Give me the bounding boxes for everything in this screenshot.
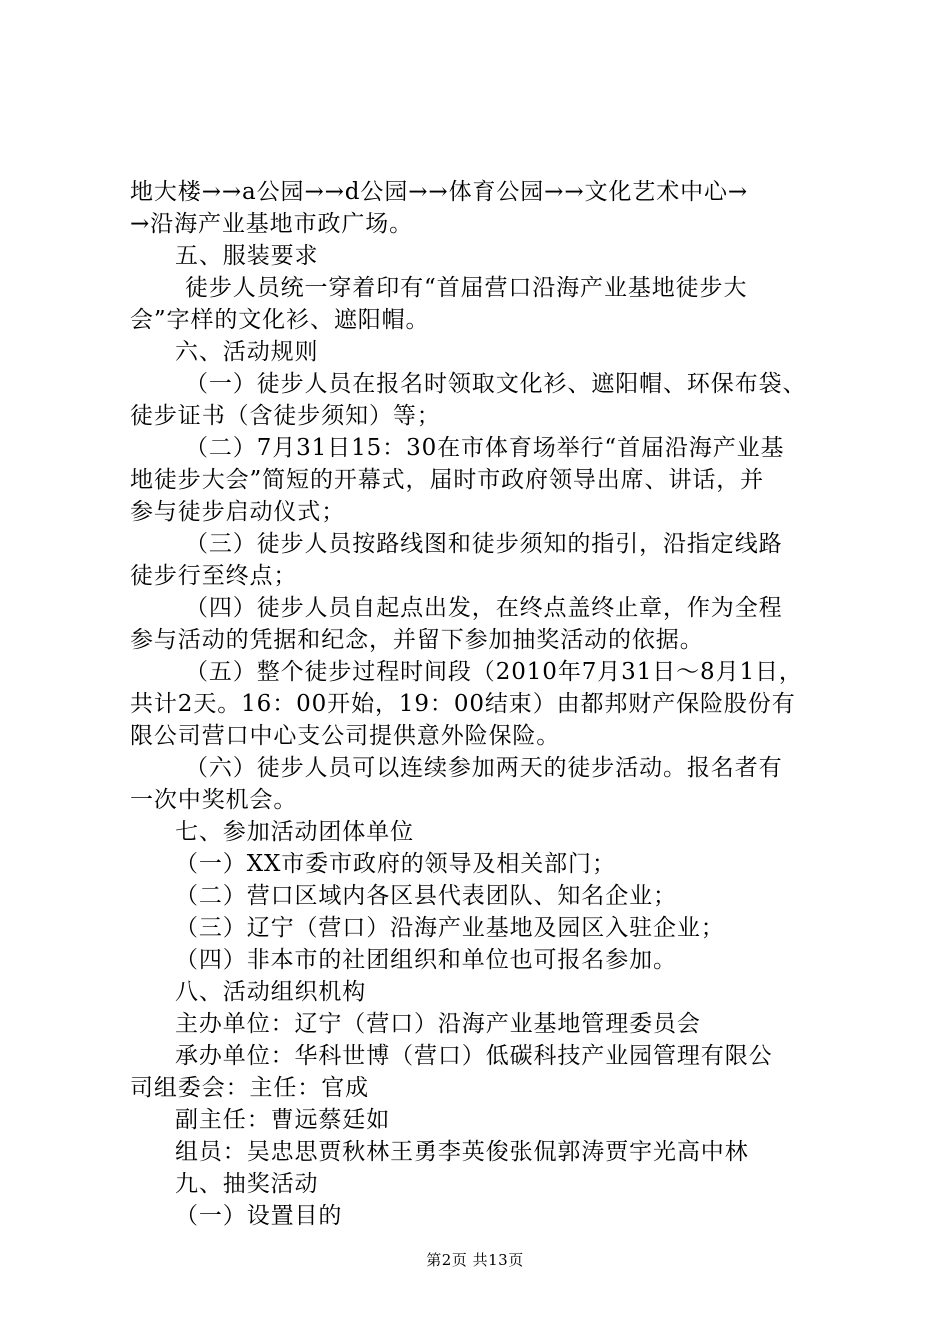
section-heading: 五、服装要求	[175, 243, 319, 269]
text-line: →沿海产业基地市政广场。	[130, 211, 414, 237]
page-number-footer: 第2页 共13页	[426, 1251, 524, 1269]
text-line: 承办单位：华科世博（营口）低碳科技产业园管理有限公	[175, 1043, 773, 1069]
text-line: 会”字样的文化衫、遮阳帽。	[130, 307, 430, 333]
text-line: （二）7月31日15：30在市体育场举行“首届沿海产业基	[185, 435, 785, 461]
text-line: 参与徒步启动仪式；	[130, 499, 346, 525]
text-line: （六）徒步人员可以连续参加两天的徒步活动。报名者有	[185, 755, 783, 781]
section-heading: 八、活动组织机构	[175, 979, 367, 1005]
text-line: （四）徒步人员自起点出发，在终点盖终止章，作为全程	[185, 595, 783, 621]
section-heading: 七、参加活动团体单位	[175, 819, 414, 845]
text-line: 徒步行至终点；	[130, 563, 298, 589]
text-line: 参与活动的凭据和纪念，并留下参加抽奖活动的依据。	[130, 627, 704, 653]
text-line: （一）XX市委市政府的领导及相关部门；	[175, 851, 616, 877]
text-line: 司组委会：主任：官成	[130, 1075, 369, 1101]
text-line: （四）非本市的社团组织和单位也可报名参加。	[175, 947, 677, 973]
text-line: （三）徒步人员按路线图和徒步须知的指引，沿指定线路	[185, 531, 783, 557]
text-line: （二）营口区域内各区县代表团队、知名企业；	[175, 883, 677, 909]
text-line: （一）设置目的	[175, 1203, 343, 1229]
text-line: 地徒步大会”简短的开幕式，届时市政府领导出席、讲话，并	[130, 467, 765, 493]
text-line: 共计2天。16：00开始，19：00结束）由都邦财产保险股份有	[130, 691, 796, 717]
text-line: （一）徒步人员在报名时领取文化衫、遮阳帽、环保布袋、	[185, 371, 807, 397]
text-line: 徒步证书（含徒步须知）等；	[130, 403, 441, 429]
text-line: 限公司营口中心支公司提供意外险保险。	[130, 723, 561, 749]
text-line: 一次中奖机会。	[130, 787, 298, 813]
section-heading: 六、活动规则	[175, 339, 319, 365]
text-line: 主办单位：辽宁（营口）沿海产业基地管理委员会	[175, 1011, 701, 1037]
text-line: 徒步人员统一穿着印有“首届营口沿海产业基地徒步大	[185, 275, 748, 301]
text-line: 组员：吴忠思贾秋林王勇李英俊张侃郭涛贾宇光高中林	[175, 1139, 749, 1165]
text-line: （三）辽宁（营口）沿海产业基地及园区入驻企业；	[175, 915, 725, 941]
text-line: （五）整个徒步过程时间段（2010年7月31日～8月1日，	[185, 659, 803, 685]
text-line: 副主任：曹远蔡廷如	[175, 1107, 391, 1133]
section-heading: 九、抽奖活动	[175, 1171, 319, 1197]
text-line: 地大楼→→a公园→→d公园→→体育公园→→文化艺术中心→	[130, 179, 749, 205]
